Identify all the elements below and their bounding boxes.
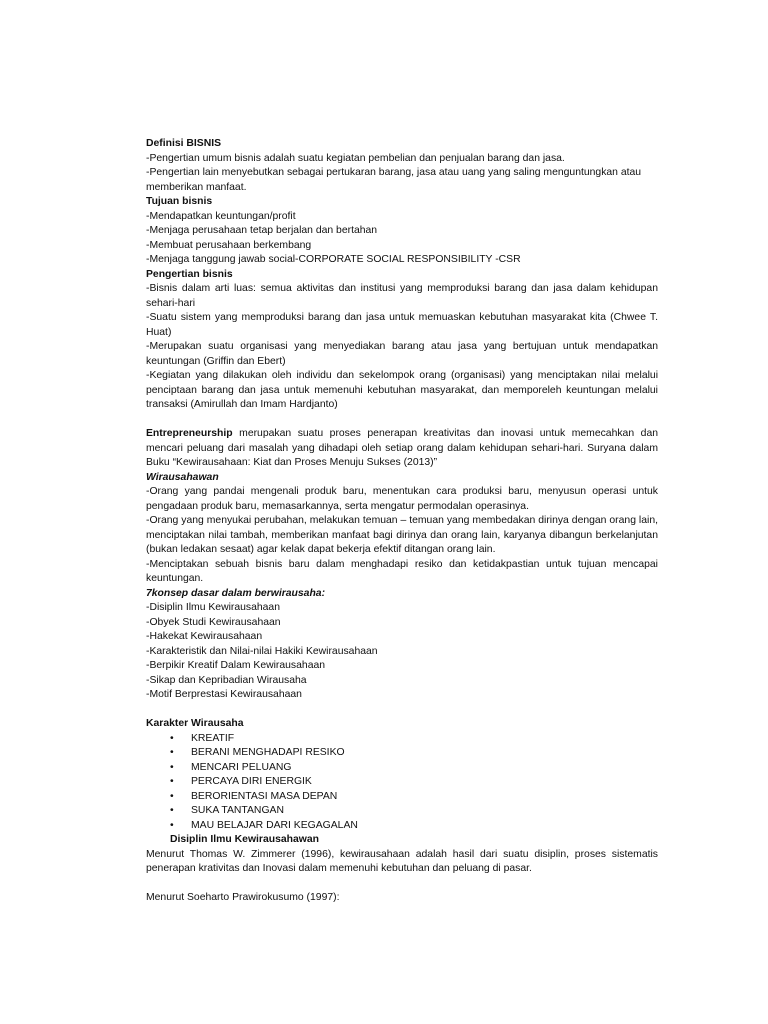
soeharto-paragraph: Menurut Soeharto Prawirokusumo (1997): [146, 892, 340, 903]
wirausahawan-line-1: -Orang yang pandai mengenali produk baru, menentukan cara produksi baru, menyusun operasi untuk pengadaan produk baru, memasarkannya, serta mengatur permodalan operasinya. [146, 486, 658, 512]
pengertian-line-1: -Bisnis dalam arti luas: semua aktivitas dan institusi yang memproduksi barang dan jasa dalam kehidupan sehari-hari [146, 283, 658, 309]
bullet-icon: • [170, 790, 174, 802]
list-item-text: BERANI MENGHADAPI RESIKO [191, 747, 345, 758]
list-item [170, 819, 658, 834]
tujuan-line-3: -Membuat perusahaan berkembang [146, 239, 312, 251]
pengertian-line-2: -Suatu sistem yang memproduksi barang dan jasa untuk memuaskan kebutuhan masyarakat kita (Chwee T. Huat) [146, 312, 658, 338]
bullet-icon: • [170, 732, 174, 744]
konsep-line-6: -Sikap dan Kepribadian Wirausaha [146, 674, 307, 686]
heading-pengertian-bisnis: Pengertian bisnis [146, 268, 233, 280]
entrepreneurship-paragraph [146, 427, 658, 471]
bullet-icon: • [170, 761, 174, 773]
list-item-text: SUKA TANTANGAN [191, 805, 284, 816]
pengertian-line-4: -Kegiatan yang dilakukan oleh individu dan sekelompok orang (organisasi) yang menciptakan nilai melalui penciptaan barang dan jasa untuk memenuhi kebutuhan masyarakat, dan memporeleh keuntungan melalui transaksi (Amirullah dan Imam Hardjanto) [146, 370, 658, 410]
list-item-text: PERCAYA DIRI ENERGIK [191, 776, 312, 787]
list-item [170, 775, 658, 790]
bullet-icon: • [170, 776, 174, 787]
list-item [170, 732, 658, 747]
pengertian-line-3: -Merupakan suatu organisasi yang menyediakan barang atau jasa yang bertujuan untuk mendapatkan keuntungan (Griffin dan Ebert) [146, 341, 658, 367]
list-item-text: MENCARI PELUANG [191, 761, 292, 773]
heading-definisi-bisnis: Definisi BISNIS [146, 138, 222, 149]
entrepreneurship-text: merupakan suatu proses penerapan kreativitas dan inovasi untuk memecahkan dan mencari peluang dari masalah yang dihadapi oleh setiap orang dalam kehidupan sehari-hari. Suryana dalam Buku “Kewirausahaan: Kiat dan Proses Menuju Sukses (2013)” [146, 428, 658, 468]
tujuan-line-2: -Menjaga perusahaan tetap berjalan dan bertahan [146, 225, 378, 236]
wirausahawan-line-3: -Menciptakan sebuah bisnis baru dalam menghadapi resiko dan ketidakpastian untuk tujuan mencapai keuntungan. [146, 558, 658, 584]
spacer [146, 703, 658, 718]
konsep-line-5: -Berpikir Kreatif Dalam Kewirausahaan [146, 660, 326, 671]
heading-karakter-wirausaha: Karakter Wirausaha [146, 718, 244, 729]
heading-disiplin-ilmu: Disiplin Ilmu Kewirausahawan [170, 834, 319, 845]
list-item [170, 804, 658, 819]
list-item [170, 746, 658, 761]
zimmerer-paragraph: Menurut Thomas W. Zimmerer (1996), kewirausahaan adalah hasil dari suatu disiplin, proses sistematis penerapan krativitas dan Inovasi dalam memenuhi kebutuhan dan peluang di pasar. [146, 848, 658, 874]
heading-tujuan-bisnis: Tujuan bisnis [146, 196, 213, 207]
konsep-line-1: -Disiplin Ilmu Kewirausahaan [146, 602, 280, 613]
konsep-line-4: -Karakteristik dan Nilai-nilai Hakiki Kewirausahaan [146, 645, 378, 657]
list-item-text: KREATIF [191, 732, 235, 744]
spacer [146, 877, 658, 892]
spacer [146, 413, 658, 428]
konsep-line-3: -Hakekat Kewirausahaan [146, 631, 263, 642]
list-item-text: MAU BELAJAR DARI KEGAGALAN [191, 819, 358, 831]
tujuan-line-4: -Menjaga tanggung jawab social-CORPORATE SOCIAL RESPONSIBILITY -CSR [146, 254, 521, 265]
bullet-icon: • [170, 805, 174, 816]
definisi-line-1: -Pengertian umum bisnis adalah suatu kegiatan pembelian dan penjualan barang dan jasa. [146, 152, 565, 164]
list-item [170, 790, 658, 805]
entrepreneurship-term: Entrepreneurship [146, 428, 233, 439]
bullet-icon: • [170, 747, 174, 758]
konsep-line-7: -Motif Berprestasi Kewirausahaan [146, 689, 302, 700]
heading-7konsep: 7konsep dasar dalam berwirausaha: [146, 587, 326, 599]
list-item [170, 761, 658, 776]
konsep-line-2: -Obyek Studi Kewirausahaan [146, 616, 281, 628]
wirausahawan-line-2: -Orang yang menyukai perubahan, melakukan temuan – temuan yang membedakan dirinya dengan orang lain, menciptakan nilai tambah, memberikan manfaat bagi dirinya dan orang lain, karyanya dibangun berkelanjutan (bukan ledakan sesaat) agar kelak dapat bekerja efektif ditangan orang lain. [146, 515, 658, 555]
heading-wirausahawan: Wirausahawan [146, 471, 219, 483]
list-item-text: BERORIENTASI MASA DEPAN [191, 790, 338, 802]
tujuan-line-1: -Mendapatkan keuntungan/profit [146, 210, 296, 222]
document-page [146, 137, 658, 906]
bullet-icon: • [170, 819, 174, 831]
definisi-line-2: -Pengertian lain menyebutkan sebagai pertukaran barang, jasa atau uang yang saling menguntungkan atau memberikan manfaat. [146, 167, 642, 193]
